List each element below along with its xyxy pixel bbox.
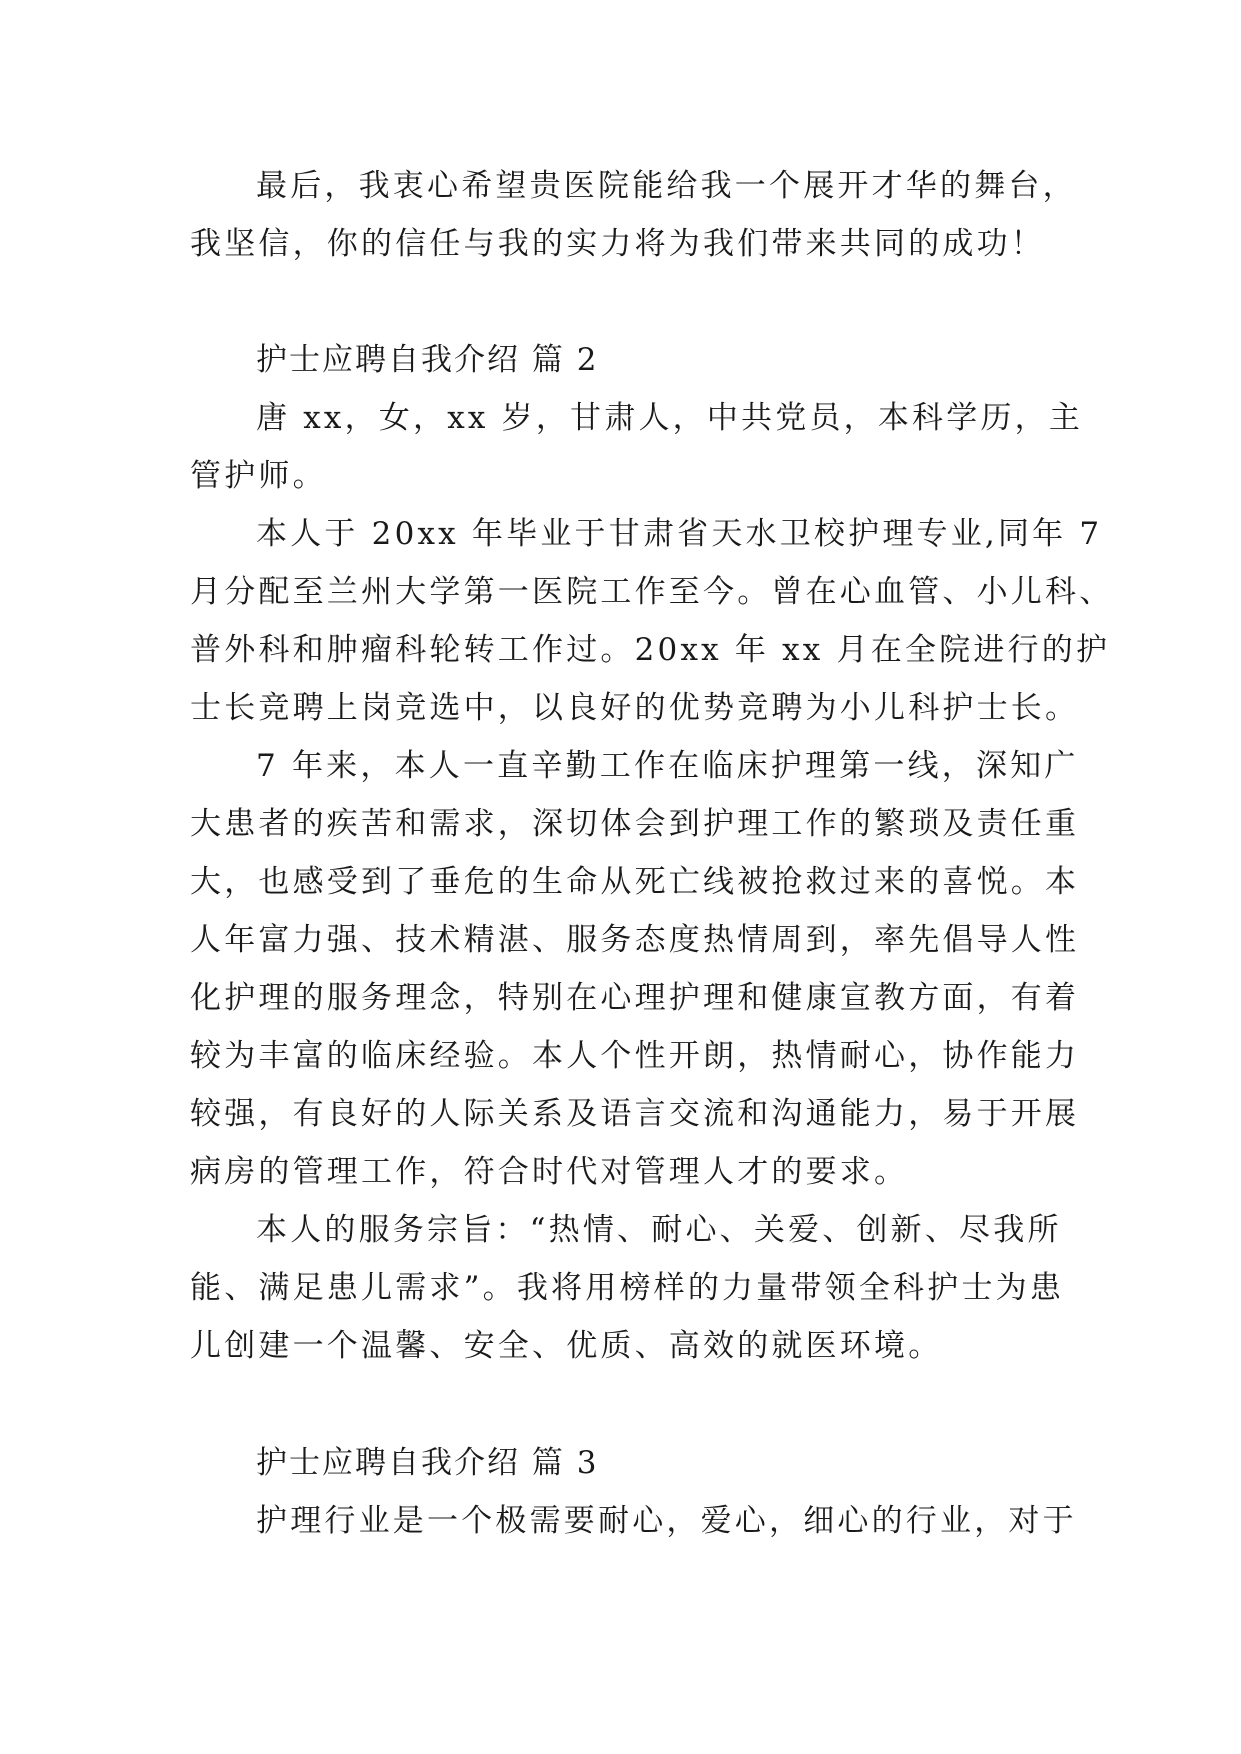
s2-p3-line-5: 化护理的服务理念，特别在心理护理和健康宣教方面，有着 bbox=[190, 980, 1080, 1016]
s2-p2-line-1: 本人于 20xx 年毕业于甘肃省天水卫校护理专业,同年 7 bbox=[256, 516, 1103, 552]
section-2-heading: 护士应聘自我介绍 篇 2 bbox=[256, 342, 599, 378]
s2-p3-line-1: 7 年来，本人一直辛勤工作在临床护理第一线，深知广 bbox=[256, 748, 1079, 784]
s2-p1-line-1: 唐 xx，女，xx 岁，甘肃人，中共党员，本科学历，主 bbox=[256, 400, 1084, 436]
s2-p3-line-7: 较强，有良好的人际关系及语言交流和沟通能力，易于开展 bbox=[190, 1096, 1080, 1132]
s2-p4-line-1: 本人的服务宗旨：“热情、耐心、关爱、创新、尽我所 bbox=[256, 1212, 1062, 1248]
s2-p4-line-3: 儿创建一个温馨、安全、优质、高效的就医环境。 bbox=[190, 1328, 943, 1364]
s2-p3-line-6: 较为丰富的临床经验。本人个性开朗，热情耐心，协作能力 bbox=[190, 1038, 1080, 1074]
s3-p1-line-1: 护理行业是一个极需要耐心，爱心，细心的行业，对于 bbox=[256, 1503, 1077, 1539]
s2-p2-line-2: 月分配至兰州大学第一医院工作至今。曾在心血管、小儿科、 bbox=[190, 574, 1114, 610]
s2-p1-line-2: 管护师。 bbox=[190, 458, 327, 494]
closing-line-1: 最后，我衷心希望贵医院能给我一个展开才华的舞台， bbox=[256, 168, 1077, 204]
s2-p3-line-8: 病房的管理工作，符合时代对管理人才的要求。 bbox=[190, 1154, 909, 1190]
s2-p3-line-2: 大患者的疾苦和需求，深切体会到护理工作的繁琐及责任重 bbox=[190, 806, 1080, 842]
s2-p3-line-3: 大，也感受到了垂危的生命从死亡线被抢救过来的喜悦。本 bbox=[190, 864, 1080, 900]
closing-line-2: 我坚信，你的信任与我的实力将为我们带来共同的成功！ bbox=[190, 226, 1045, 262]
s2-p2-line-3: 普外科和肿瘤科轮转工作过。20xx 年 xx 月在全院进行的护 bbox=[190, 632, 1111, 668]
section-3-heading: 护士应聘自我介绍 篇 3 bbox=[256, 1445, 599, 1481]
s2-p2-line-4: 士长竞聘上岗竞选中，以良好的优势竞聘为小儿科护士长。 bbox=[190, 690, 1080, 726]
s2-p4-line-2: 能、满足患儿需求”。我将用榜样的力量带领全科护士为患 bbox=[190, 1270, 1065, 1306]
s2-p3-line-4: 人年富力强、技术精湛、服务态度热情周到，率先倡导人性 bbox=[190, 922, 1080, 958]
